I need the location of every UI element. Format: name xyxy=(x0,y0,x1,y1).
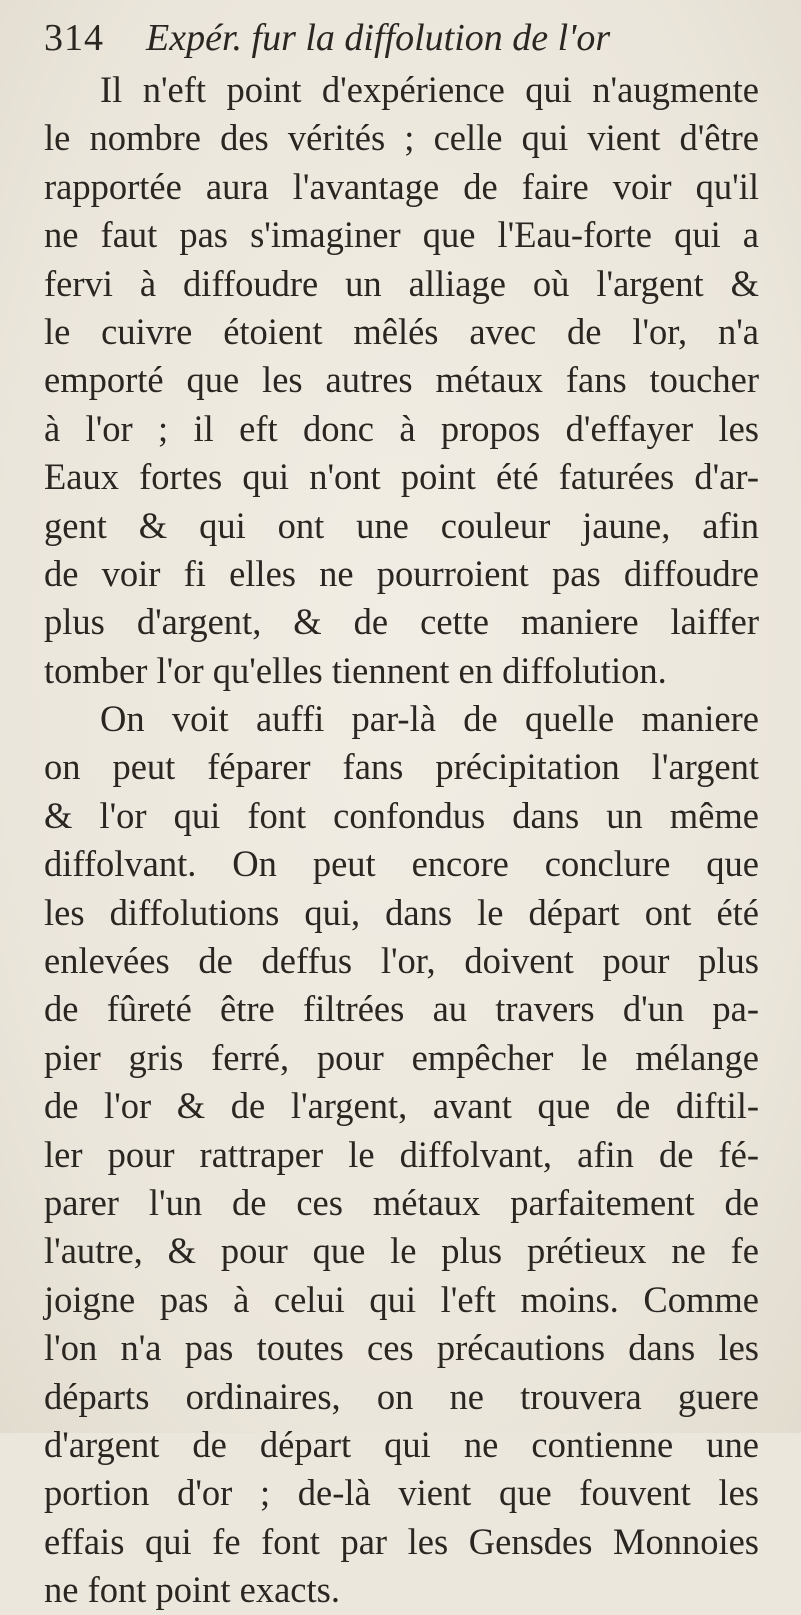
text-line: joigne pas à celui qui l'eft moins. Comme xyxy=(44,1278,759,1320)
text-line: on peut féparer fans précipitation l'argent xyxy=(44,746,759,788)
running-head: Expér. fur la diffolution de l'or xyxy=(146,17,611,59)
text-line: départs ordinaires, on ne trouvera guere xyxy=(44,1375,759,1417)
text-line: fervi à diffoudre un alliage où l'argent & xyxy=(44,262,759,304)
text-line: à l'or ; il eft donc à propos d'effayer les xyxy=(44,407,759,449)
page-header xyxy=(44,6,764,70)
body-text xyxy=(44,66,759,1615)
text-line: de fûreté être filtrées au travers d'un pa- xyxy=(44,988,759,1030)
text-line: enlevées de deffus l'or, doivent pour plus xyxy=(44,940,759,982)
text-line: les diffolutions qui, dans le départ ont été xyxy=(44,891,759,933)
text-line: diffolvant. On peut encore conclure que xyxy=(44,843,759,885)
text-line: rapportée aura l'avantage de faire voir qu'il xyxy=(44,165,759,207)
text-line: plus d'argent, & de cette maniere laiffer xyxy=(44,601,759,643)
text-line: portion d'or ; de-là vient que fouvent les xyxy=(44,1472,759,1514)
text-line: emporté que les autres métaux fans toucher xyxy=(44,359,759,401)
text-line: de l'or & de l'argent, avant que de diftil- xyxy=(44,1085,759,1127)
text-line: & l'or qui font confondus dans un même xyxy=(44,794,759,836)
text-line: Il n'eft point d'expérience qui n'augmente xyxy=(100,69,759,110)
text-line: l'autre, & pour que le plus prétieux ne fe xyxy=(44,1230,759,1272)
text-line: le cuivre étoient mêlés avec de l'or, n'a xyxy=(44,310,759,352)
text-line: l'on n'a pas toutes ces précautions dans les xyxy=(44,1327,759,1369)
text-line: On voit auffi par-là de quelle maniere xyxy=(100,698,759,740)
text-line: le nombre des vérités ; celle qui vient d'être xyxy=(44,117,759,159)
text-line: parer l'un de ces métaux parfaitement de xyxy=(44,1181,759,1223)
text-line: ne faut pas s'imaginer que l'Eau-forte qui a xyxy=(44,214,759,256)
text-line: pier gris ferré, pour empêcher le mélange xyxy=(44,1036,759,1078)
text-line: effais qui fe font par les Gensdes Monnoies xyxy=(44,1520,759,1562)
text-line: Eaux fortes qui n'ont point été faturées d'ar- xyxy=(44,456,759,498)
text-line: ne font point exacts. xyxy=(44,1569,340,1611)
text-line: ler pour rattraper le diffolvant, afin de fé- xyxy=(44,1133,759,1175)
text-line: d'argent de départ qui ne contienne une xyxy=(44,1423,759,1465)
page-number: 314 xyxy=(44,17,104,59)
text-line: de voir fi elles ne pourroient pas diffoudre xyxy=(44,552,759,594)
text-line: tomber l'or qu'elles tiennent en diffolution. xyxy=(44,649,667,691)
text-line: gent & qui ont une couleur jaune, afin xyxy=(44,504,759,546)
